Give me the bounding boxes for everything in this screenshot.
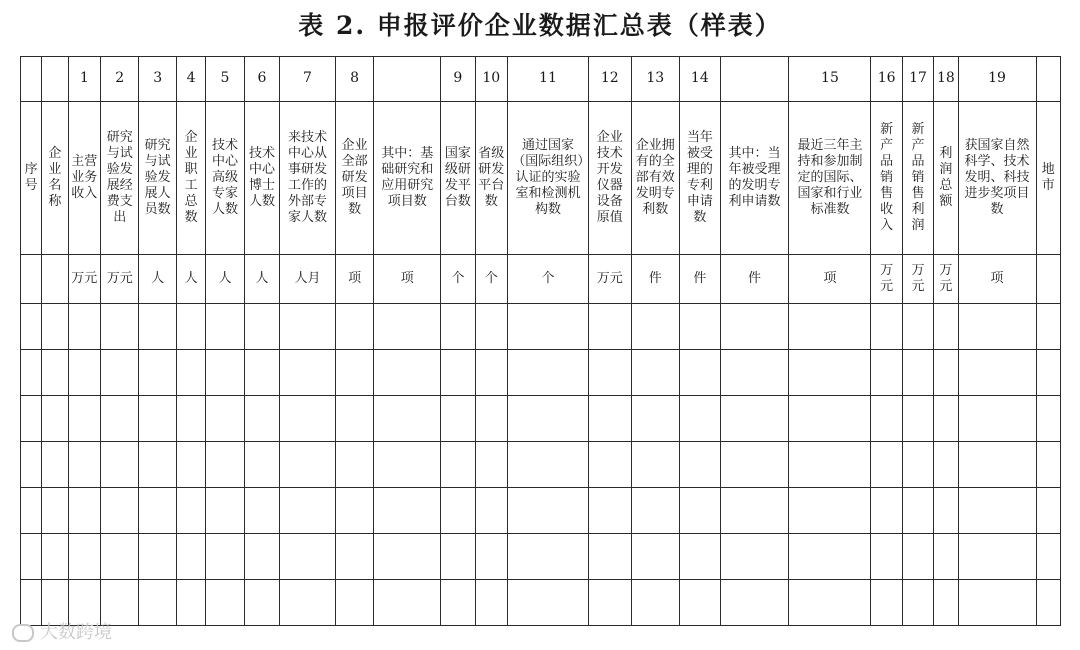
data-cell	[100, 396, 138, 442]
unit-text: 项	[400, 271, 414, 287]
table-row	[21, 304, 1061, 350]
column-header-cell	[68, 102, 100, 255]
data-cell	[680, 350, 721, 396]
column-header-text: 省级研发平台数	[478, 146, 505, 209]
data-cell	[441, 350, 475, 396]
column-header-text: 通过国家（国际组织）认证的实验室和检测机构数	[512, 138, 584, 217]
unit-text: 项	[823, 271, 837, 287]
column-number-cell: 4	[176, 57, 205, 102]
data-cell	[206, 304, 244, 350]
data-cell	[789, 350, 871, 396]
data-cell	[588, 488, 631, 534]
data-cell	[206, 442, 244, 488]
data-cell	[902, 488, 933, 534]
unit-cell	[139, 255, 176, 304]
column-number-cell: 19	[958, 57, 1036, 102]
data-cell	[631, 488, 680, 534]
data-cell	[100, 534, 138, 580]
unit-text: 万元	[106, 271, 133, 287]
column-header-text: 利润总额	[939, 146, 953, 209]
unit-cell	[958, 255, 1036, 304]
unit-cell	[934, 255, 958, 304]
data-cell	[441, 304, 475, 350]
data-cell	[507, 534, 588, 580]
data-cell	[374, 350, 441, 396]
column-header-cell	[100, 102, 138, 255]
data-cell	[441, 534, 475, 580]
column-header-cell	[176, 102, 205, 255]
unit-cell	[902, 255, 933, 304]
data-cell	[789, 442, 871, 488]
data-cell	[789, 396, 871, 442]
column-header-cell	[871, 102, 902, 255]
unit-text: 人	[255, 271, 269, 287]
column-header-text: 研究与试验发展经费支出	[106, 130, 133, 225]
data-cell	[441, 580, 475, 626]
column-header-cell	[1036, 102, 1060, 255]
column-number-cell	[1036, 57, 1060, 102]
column-number-cell: 2	[100, 57, 138, 102]
data-cell	[335, 350, 373, 396]
data-cell	[100, 442, 138, 488]
summary-table	[20, 56, 1061, 626]
data-cell	[934, 442, 958, 488]
column-header-cell	[21, 102, 42, 255]
column-number-cell: 3	[139, 57, 176, 102]
data-cell	[21, 350, 42, 396]
data-cell	[1036, 442, 1060, 488]
watermark-text: 大数跨境	[40, 622, 112, 643]
unit-text: 万元	[911, 263, 925, 294]
data-cell	[1036, 304, 1060, 350]
data-cell	[934, 580, 958, 626]
data-cell	[588, 396, 631, 442]
data-cell	[176, 304, 205, 350]
data-cell	[680, 580, 721, 626]
column-number-cell: 18	[934, 57, 958, 102]
data-cell	[902, 396, 933, 442]
column-header-text: 企业拥有的全部有效发明专利数	[635, 138, 675, 217]
column-number-cell: 11	[507, 57, 588, 102]
data-cell	[902, 534, 933, 580]
data-cell	[588, 350, 631, 396]
unit-cell	[507, 255, 588, 304]
column-header-cell	[280, 102, 336, 255]
column-header-cell	[206, 102, 244, 255]
data-cell	[1036, 396, 1060, 442]
data-cell	[588, 304, 631, 350]
data-cell	[206, 580, 244, 626]
column-header-row	[21, 102, 1061, 255]
column-header-cell	[720, 102, 789, 255]
column-header-text: 主营业务收入	[71, 154, 98, 201]
data-cell	[139, 580, 176, 626]
column-header-text: 技术中心博士人数	[248, 146, 275, 209]
data-cell	[244, 442, 279, 488]
unit-text: 人	[218, 271, 232, 287]
column-number-cell: 8	[335, 57, 373, 102]
column-header-cell	[680, 102, 721, 255]
data-cell	[42, 534, 68, 580]
data-cell	[21, 534, 42, 580]
data-cell	[374, 534, 441, 580]
data-cell	[244, 534, 279, 580]
unit-cell	[789, 255, 871, 304]
data-cell	[176, 488, 205, 534]
column-header-text: 当年被受理的专利申请数	[686, 130, 713, 225]
unit-cell	[244, 255, 279, 304]
data-cell	[507, 488, 588, 534]
unit-text: 项	[990, 271, 1004, 287]
data-cell	[588, 534, 631, 580]
column-header-cell	[631, 102, 680, 255]
data-cell	[244, 396, 279, 442]
column-header-cell	[588, 102, 631, 255]
unit-text: 件	[693, 271, 707, 287]
unit-cell	[206, 255, 244, 304]
data-cell	[441, 488, 475, 534]
data-cell	[176, 442, 205, 488]
data-cell	[68, 488, 100, 534]
data-cell	[374, 488, 441, 534]
table-row	[21, 488, 1061, 534]
column-header-text: 地市	[1041, 162, 1055, 193]
table-row	[21, 580, 1061, 626]
data-cell	[335, 304, 373, 350]
data-cell	[42, 488, 68, 534]
table-title: 表 2. 申报评价企业数据汇总表（样表）	[298, 11, 782, 40]
unit-text: 万元	[880, 263, 894, 294]
data-cell	[68, 534, 100, 580]
data-cell	[475, 442, 507, 488]
data-cell	[934, 488, 958, 534]
column-number-cell: 12	[588, 57, 631, 102]
column-number-cell: 5	[206, 57, 244, 102]
unit-text: 件	[648, 271, 662, 287]
data-cell	[374, 580, 441, 626]
data-cell	[244, 488, 279, 534]
column-header-cell	[139, 102, 176, 255]
column-number-cell	[42, 57, 68, 102]
data-cell	[68, 304, 100, 350]
data-cell	[680, 534, 721, 580]
unit-cell	[441, 255, 475, 304]
column-header-cell	[507, 102, 588, 255]
data-cell	[335, 534, 373, 580]
data-cell	[335, 442, 373, 488]
column-header-text: 序号	[24, 162, 38, 193]
unit-row	[21, 255, 1061, 304]
data-cell	[280, 488, 336, 534]
table-row	[21, 396, 1061, 442]
column-header-text: 最近三年主持和参加制定的国际、国家和行业标准数	[797, 138, 863, 217]
data-cell	[934, 534, 958, 580]
unit-cell	[1036, 255, 1060, 304]
column-number-cell	[21, 57, 42, 102]
data-cell	[335, 488, 373, 534]
column-number-cell: 6	[244, 57, 279, 102]
unit-cell	[588, 255, 631, 304]
data-cell	[475, 304, 507, 350]
unit-cell	[871, 255, 902, 304]
data-cell	[871, 350, 902, 396]
column-header-text: 其中：基础研究和应用研究项目数	[381, 146, 434, 209]
column-header-cell	[374, 102, 441, 255]
unit-text: 个	[541, 271, 555, 287]
data-cell	[902, 350, 933, 396]
column-number-cell: 15	[789, 57, 871, 102]
data-cell	[21, 396, 42, 442]
unit-text: 个	[451, 271, 465, 287]
data-cell	[206, 350, 244, 396]
unit-text: 人月	[294, 271, 321, 287]
column-header-text: 其中：当年被受理的发明专利申请数	[728, 146, 781, 209]
unit-cell	[100, 255, 138, 304]
data-cell	[720, 396, 789, 442]
unit-text: 人	[151, 271, 165, 287]
data-cell	[588, 442, 631, 488]
data-cell	[475, 350, 507, 396]
data-cell	[507, 442, 588, 488]
data-cell	[902, 442, 933, 488]
data-cell	[789, 534, 871, 580]
data-cell	[934, 396, 958, 442]
data-cell	[68, 396, 100, 442]
column-header-cell	[475, 102, 507, 255]
data-cell	[934, 350, 958, 396]
table-row	[21, 442, 1061, 488]
unit-cell	[42, 255, 68, 304]
column-header-text: 获国家自然科学、技术发明、科技进步奖项目数	[964, 138, 1030, 217]
data-cell	[280, 442, 336, 488]
column-number-cell: 1	[68, 57, 100, 102]
data-cell	[475, 488, 507, 534]
watermark	[12, 618, 112, 644]
data-cell	[42, 304, 68, 350]
data-cell	[631, 534, 680, 580]
column-header-cell	[934, 102, 958, 255]
data-cell	[68, 442, 100, 488]
data-cell	[280, 350, 336, 396]
data-cell	[280, 534, 336, 580]
data-cell	[507, 396, 588, 442]
data-cell	[680, 488, 721, 534]
data-cell	[176, 350, 205, 396]
unit-cell	[68, 255, 100, 304]
data-cell	[206, 534, 244, 580]
data-cell	[100, 488, 138, 534]
column-header-text: 国家级研发平台数	[444, 146, 471, 209]
data-cell	[280, 580, 336, 626]
column-number-row	[21, 57, 1061, 102]
column-number-cell: 17	[902, 57, 933, 102]
data-cell	[958, 488, 1036, 534]
data-cell	[902, 580, 933, 626]
data-cell	[244, 304, 279, 350]
unit-cell	[680, 255, 721, 304]
unit-cell	[631, 255, 680, 304]
data-cell	[958, 580, 1036, 626]
data-cell	[139, 304, 176, 350]
column-number-cell: 16	[871, 57, 902, 102]
unit-cell	[374, 255, 441, 304]
column-number-cell: 14	[680, 57, 721, 102]
column-header-cell	[902, 102, 933, 255]
data-cell	[507, 304, 588, 350]
data-cell	[958, 350, 1036, 396]
data-cell	[100, 304, 138, 350]
data-cell	[958, 442, 1036, 488]
column-header-text: 研究与试验发展人员数	[144, 138, 171, 217]
data-cell	[42, 442, 68, 488]
data-cell	[958, 534, 1036, 580]
column-number-cell: 9	[441, 57, 475, 102]
data-cell	[871, 580, 902, 626]
column-header-cell	[335, 102, 373, 255]
data-cell	[507, 350, 588, 396]
data-cell	[374, 442, 441, 488]
data-cell	[720, 534, 789, 580]
data-cell	[139, 350, 176, 396]
data-cell	[631, 304, 680, 350]
unit-cell	[720, 255, 789, 304]
column-header-cell	[42, 102, 68, 255]
data-cell	[176, 396, 205, 442]
data-cell	[475, 534, 507, 580]
data-cell	[871, 304, 902, 350]
data-cell	[475, 580, 507, 626]
table-row	[21, 534, 1061, 580]
data-cell	[720, 442, 789, 488]
data-cell	[958, 304, 1036, 350]
data-cell	[139, 534, 176, 580]
data-cell	[1036, 534, 1060, 580]
data-cell	[206, 396, 244, 442]
data-cell	[680, 442, 721, 488]
data-cell	[244, 580, 279, 626]
unit-text: 万元	[596, 271, 623, 287]
column-header-cell	[441, 102, 475, 255]
unit-cell	[21, 255, 42, 304]
data-cell	[507, 580, 588, 626]
data-cell	[871, 488, 902, 534]
column-header-text: 企业名称	[48, 146, 62, 209]
unit-cell	[176, 255, 205, 304]
data-cell	[934, 304, 958, 350]
data-cell	[100, 350, 138, 396]
data-cell	[871, 442, 902, 488]
data-cell	[176, 580, 205, 626]
data-cell	[139, 396, 176, 442]
column-number-cell: 13	[631, 57, 680, 102]
unit-text: 万元	[71, 271, 98, 287]
column-number-cell	[374, 57, 441, 102]
unit-text: 人	[184, 271, 198, 287]
data-cell	[958, 396, 1036, 442]
column-header-text: 企业技术开发仪器设备原值	[596, 130, 623, 225]
data-cell	[139, 488, 176, 534]
unit-cell	[475, 255, 507, 304]
column-header-text: 新产品销售利润	[911, 122, 925, 233]
data-cell	[280, 396, 336, 442]
column-header-text: 来技术中心从事研发工作的外部专家人数	[288, 130, 328, 225]
data-cell	[21, 488, 42, 534]
data-cell	[68, 350, 100, 396]
data-cell	[42, 350, 68, 396]
data-cell	[374, 396, 441, 442]
column-number-cell: 7	[280, 57, 336, 102]
data-cell	[789, 304, 871, 350]
data-cell	[176, 534, 205, 580]
data-cell	[21, 304, 42, 350]
data-cell	[871, 534, 902, 580]
data-cell	[871, 396, 902, 442]
column-number-cell	[720, 57, 789, 102]
data-cell	[631, 580, 680, 626]
data-cell	[139, 442, 176, 488]
data-cell	[475, 396, 507, 442]
data-cell	[588, 580, 631, 626]
unit-text: 个	[484, 271, 498, 287]
watermark-logo-icon	[12, 624, 34, 642]
column-header-text: 企业职工总数	[184, 130, 198, 225]
data-cell	[335, 580, 373, 626]
data-cell	[680, 396, 721, 442]
data-cell	[631, 442, 680, 488]
data-cell	[789, 580, 871, 626]
data-cell	[680, 304, 721, 350]
data-cell	[720, 304, 789, 350]
data-cell	[42, 396, 68, 442]
unit-text: 万元	[939, 263, 953, 294]
data-cell	[206, 488, 244, 534]
unit-cell	[335, 255, 373, 304]
table-row	[21, 350, 1061, 396]
column-header-cell	[958, 102, 1036, 255]
data-cell	[280, 304, 336, 350]
data-cell	[441, 396, 475, 442]
data-cell	[902, 304, 933, 350]
data-cell	[631, 350, 680, 396]
data-cell	[335, 396, 373, 442]
column-header-text: 新产品销售收入	[880, 122, 894, 233]
data-cell	[720, 580, 789, 626]
unit-text: 项	[348, 271, 362, 287]
unit-cell	[280, 255, 336, 304]
column-header-cell	[789, 102, 871, 255]
data-cell	[21, 442, 42, 488]
data-cell	[1036, 488, 1060, 534]
data-cell	[1036, 580, 1060, 626]
data-cell	[441, 442, 475, 488]
data-cell	[631, 396, 680, 442]
data-cell	[244, 350, 279, 396]
data-cell	[1036, 350, 1060, 396]
column-header-text: 企业全部研发项目数	[341, 138, 368, 217]
unit-text: 件	[748, 271, 762, 287]
data-cell	[374, 304, 441, 350]
data-cell	[789, 488, 871, 534]
column-header-text: 技术中心高级专家人数	[211, 138, 238, 217]
column-number-cell: 10	[475, 57, 507, 102]
data-cell	[720, 488, 789, 534]
column-header-cell	[244, 102, 279, 255]
data-cell	[720, 350, 789, 396]
